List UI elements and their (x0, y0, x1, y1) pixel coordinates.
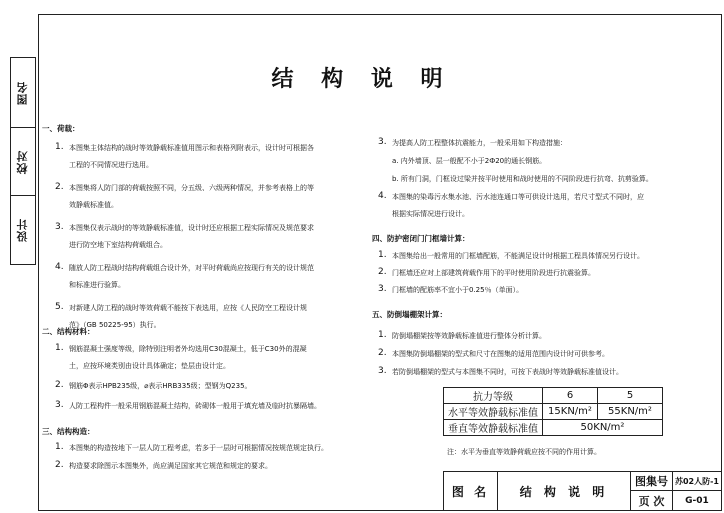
strip-label: 设计 (16, 218, 29, 242)
item-text-line: 钢筋Φ表示HPB235级，⌀表示HRB335级；型钢为Q235。 (69, 382, 252, 390)
item-number: 3. (55, 222, 64, 232)
item-number: 3. (378, 284, 387, 294)
table-cell: 水平等效静载标准值 (444, 404, 543, 420)
item-text-line: 土，应按环境类别由设计具体确定；垫层由设计定。 (69, 362, 230, 370)
item-number: 1. (55, 343, 64, 353)
table-cell: 抗力等级 (444, 388, 543, 404)
item-text-line: 为提高人防工程整体抗震能力，一般采用如下构造措施： (392, 139, 567, 147)
item-text-line: 人防工程构件一般采用钢筋混凝土结构，砖砌体一般用于填充墙及临时抗暴隔墙。 (69, 402, 321, 410)
item-number: 2. (378, 267, 387, 277)
table-cell: 55KN/m² (598, 404, 663, 420)
item-number: 2. (55, 182, 64, 192)
item-text-line: 钢筋混凝土强度等级，除特别注明者外均选用C30混凝土，低于C30外的混凝 (69, 345, 307, 353)
item-number: 4. (378, 191, 387, 201)
table-cell: 15KN/m² (543, 404, 598, 420)
page-title: 结 构 说 明 (271, 67, 453, 92)
item-text-line: 本图集防倒塌棚架的型式和尺寸在图集的适用范围内设计时可供参考。 (392, 350, 609, 358)
item-text-line: 防倒塌棚架按等效静载标准值进行整体分析计算。 (392, 332, 546, 340)
item-text-line: 对新建人防工程的战时等效荷载不能按下表选用，应按《人民防空工程设计规 (69, 304, 307, 312)
item-text-line: 本图集的染毒污水集水池、污水池连通口等可供设计选用，若尺寸型式不同时，应 (392, 193, 644, 201)
item-text-line: a. 内外墙顶、层一般配不小于2Ф20的通长钢筋。 (392, 157, 547, 165)
item-number: 4. (55, 262, 64, 272)
page-label: 页 次 (631, 491, 673, 510)
atlas-number: 苏02人防-1 (673, 472, 721, 491)
title-block-name-label: 图 名 (444, 472, 498, 510)
atlas-label: 图集号 (631, 472, 673, 491)
table-note: 注：水平为垂直等效静荷载应按不同的作用计算。 (447, 448, 601, 456)
item-number: 2. (378, 348, 387, 358)
item-number: 1. (378, 250, 387, 260)
item-text-line: b. 所有门洞，门框设过梁并按平时使用和战时使用的不同阶段进行抗弯、抗剪验算。 (392, 175, 653, 183)
item-text-line: 本图集仅表示战时的等效静载标准值，设计时还应根据工程实际情况及规范要求 (69, 224, 314, 232)
item-text-line: 进行防空地下室结构荷载组合。 (69, 241, 167, 249)
item-number: 3. (55, 400, 64, 410)
table-cell: 6 (543, 388, 598, 404)
section-heading-collapse-shed: 五、防倒塌棚架计算： (372, 310, 447, 319)
table-row (444, 420, 663, 436)
strip-cell-checker (11, 128, 35, 196)
section-heading-materials: 二、结构材料： (42, 327, 95, 336)
section-heading-door-frame: 四、防护密闭门门框墙计算： (372, 234, 470, 243)
item-text-line: 本图集将人防门部的荷载按照不同，分五级、六级两种情况，并参考表格上的等 (69, 184, 314, 192)
item-number: 3. (378, 137, 387, 147)
table-row (444, 404, 663, 420)
table-cell: 5 (598, 388, 663, 404)
item-text-line: 门框墙的配筋率不宜小于0.25％（单面）。 (392, 286, 524, 294)
table-cell: 50KN/m² (543, 420, 663, 436)
table-cell: 垂直等效静载标准值 (444, 420, 543, 436)
section-heading-construction: 三、结构构造： (42, 427, 95, 436)
page-number: G-01 (685, 495, 709, 506)
item-text-line: 本图集主体结构的战时等效静载标准值用图示和表格列附表示，设计时可根据各 (69, 144, 314, 152)
item-text-line: 根据实际情况进行设计。 (392, 210, 469, 218)
item-number: 2. (55, 460, 64, 470)
item-text-line: 若防倒塌棚架的型式与本图集不同时，可按下表战时等效静载标准值设计。 (392, 368, 623, 376)
item-number: 1. (55, 442, 64, 452)
title-block-drawing-name: 结 构 说 明 (498, 472, 631, 510)
item-text-line: 效静载标准值。 (69, 201, 118, 209)
item-text-line: 工程的不同情况进行选用。 (69, 161, 153, 169)
title-block (443, 471, 722, 511)
section-heading-loads: 一、荷载： (42, 124, 80, 133)
item-number: 2. (55, 380, 64, 390)
table-row (444, 388, 663, 404)
item-number: 1. (378, 330, 387, 340)
item-number: 3. (378, 366, 387, 376)
strip-label: 图名 (16, 80, 29, 105)
item-text-line: 门框墙还应对上部建筑荷载作用下的平时使用阶段进行抗震验算。 (392, 269, 595, 277)
strip-label: 校对 (16, 149, 29, 174)
load-table (443, 387, 663, 436)
item-number: 5. (55, 302, 64, 312)
item-text-line: 随放人防工程战时结构荷载组合设计外，对平时荷载尚应按现行有关的设计规范 (69, 264, 314, 272)
item-number: 1. (55, 142, 64, 152)
strip-cell-designer (11, 196, 35, 264)
item-text-line: 和标准进行验算。 (69, 281, 125, 289)
item-text-line: 本图集给出一般常用的门框墙配筋，不能满足设计时根据工程具体情况另行设计。 (392, 252, 644, 260)
item-text-line: 本图集的构造按地下一层人防工程考虑，若多于一层时可根据情况按规范规定执行。 (69, 444, 328, 452)
item-text-line: 范》（GB 50225-95）执行。 (69, 321, 161, 329)
item-text-line: 构造要求除图示本图集外，尚应满足国家其它规范和规定的要求。 (69, 462, 272, 470)
